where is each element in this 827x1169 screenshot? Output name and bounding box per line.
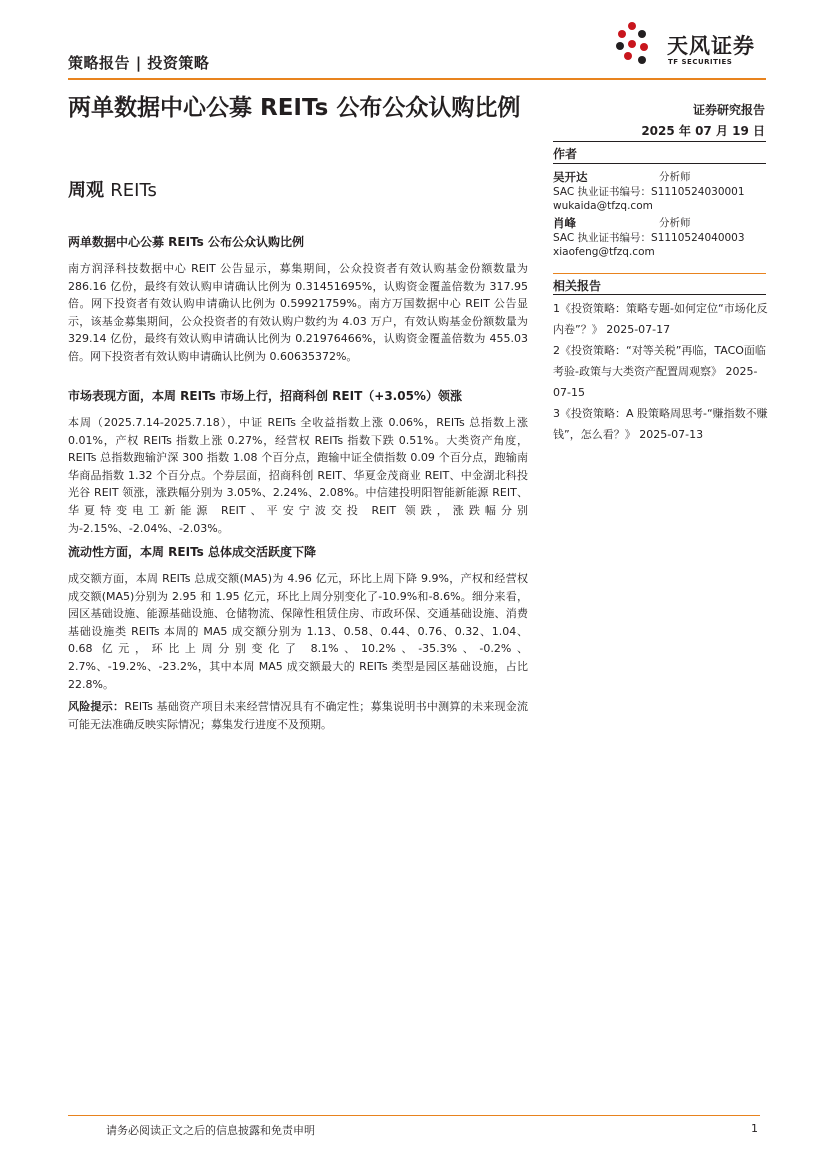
author-name: 吴开达 xyxy=(553,170,588,184)
section xyxy=(68,386,528,537)
logo-text: 天风证券 xyxy=(667,34,755,58)
report-title: 两单数据中心公募 REITs 公布公众认购比例 xyxy=(68,95,521,121)
author-block xyxy=(553,170,745,213)
section xyxy=(68,542,528,693)
risk-label: 风险提示： xyxy=(68,700,125,713)
related-top-rule xyxy=(553,273,766,274)
week-label-main: 周观 xyxy=(68,180,104,201)
related-report-link[interactable]: 2《投资策略：“对等关税”再临，TACO面临考验-政策与大类资产配置周观察》 2025-07-15 xyxy=(553,344,766,399)
footer-disclaimer: 请务必阅读正文之后的信息披露和免责申明 xyxy=(106,1124,315,1137)
author-email[interactable]: wukaida@tfzq.com xyxy=(553,200,653,212)
related-report-link[interactable]: 3《投资策略：A 股策略周思考-“赚指数不赚钱”，怎么看？》 2025-07-13 xyxy=(553,407,768,441)
logo-subtext: TF SECURITIES xyxy=(668,58,733,66)
section-title: 市场表现方面，本周 REITs 市场上行，招商科创 REIT（+3.05%）领涨 xyxy=(68,389,462,403)
section-title: 两单数据中心公募 REITs 公布公众认购比例 xyxy=(68,235,304,249)
week-label xyxy=(68,176,157,202)
risk-text: REITs 基础资产项目未来经营情况具有不确定性；募集说明书中测算的未来现金流可能无法准确反映实际情况；募集发行进度不及预期。 xyxy=(68,700,529,731)
page-number: 1 xyxy=(751,1122,758,1135)
report-type: 证券研究报告 xyxy=(692,103,765,117)
report-category: 策略报告 | 投资策略 xyxy=(68,54,210,72)
footer-rule xyxy=(68,1115,760,1116)
section-body: 成交额方面，本周 REITs 总成交额(MA5)为 4.96 亿元，环比上周下降 9.9%，产权和经营权成交额(MA5)分别为 2.95 和 1.95 亿元，环比上周分别变化了-10.9%和-8.6%。细分来看，园区基础设施、能源基础设施、仓储物流、保障性租赁住房、市政环保、交通基础设施、消费基础设施类 REITs 本周的 MA5 成交额分别为 1.13、0.58、0.44、0.76、0.32、1.04、0.68 亿元，环比上周分别变化了 8.1%、10.2%、-35.3%、-0.2%、2.7%、-19.2%、-23.2%，其中本周 MA5 成交额最大的 REITs 类型是园区基础设施，占比 22.8%。 xyxy=(68,572,528,691)
author-sac: SAC 执业证书编号：S1110524040003 xyxy=(553,232,745,244)
authors-rule xyxy=(553,163,766,164)
section-body: 南方润泽科技数据中心 REIT 公告显示，募集期间，公众投资者有效认购基金份额数量为 286.16 亿份，最终有效认购申请确认比例为 0.31451695%，认购资金覆盖倍数为 317.95 倍。网下投资者有效认购申请确认比例为 0.59921759%。南方万国数据中心 REIT 公告显示，该基金募集期间，公众投资者的有效认购户数约为 4.03 万户，有效认购基金份额数量为 329.14 亿份，最终有效认购申请确认比例为 0.21976466%，认购资金覆盖倍数为 455.03 倍。网下投资者有效认购申请确认比例为 0.60635372%。 xyxy=(68,262,528,363)
authors-heading: 作者 xyxy=(553,147,578,161)
week-label-sub: REITs xyxy=(110,180,157,201)
author-email[interactable]: xiaofeng@tfzq.com xyxy=(553,246,655,258)
author-block xyxy=(553,216,745,259)
author-sac: SAC 执业证书编号：S1110524030001 xyxy=(553,186,745,198)
risk-warning xyxy=(68,698,528,733)
related-report-link[interactable]: 1《投资策略：策略专题-如何定位“市场化反内卷”？》 2025-07-17 xyxy=(553,302,768,336)
report-date: 2025 年 07 月 19 日 xyxy=(641,124,765,138)
author-name: 肖峰 xyxy=(553,216,576,230)
section-body: 本周（2025.7.14-2025.7.18），中证 REITs 全收益指数上涨 0.06%，REITs 总指数上涨 0.01%，产权 REITs 指数上涨 0.27%，经营权 REITs 指数下跌 0.51%。大类资产角度，REITs 总指数跑输沪深 300 指数 1.08 个百分点，跑输中证全债指数 0.09 个百分点，跑输南华商品指数 1.32 个百分点。个券层面，招商科创 REIT、华夏金茂商业 REIT、中金湖北科投光谷 REIT 领涨，涨跌幅分别为 3.05%、2.24%、2.08%。中信建投明阳智能新能源 REIT、华夏特变电工新能源 REIT、平安宁波交投 REIT 领跌，涨跌幅分别为-2.15%、-2.04%、-2.03%。 xyxy=(68,416,528,535)
related-reports xyxy=(553,298,768,445)
related-heading: 相关报告 xyxy=(553,279,602,293)
header-rule xyxy=(68,78,766,80)
authors-top-rule xyxy=(553,141,766,142)
section-title: 流动性方面，本周 REITs 总体成交活跃度下降 xyxy=(68,545,316,559)
section xyxy=(68,232,528,366)
author-role: 分析师 xyxy=(659,171,691,183)
related-rule xyxy=(553,294,766,295)
author-role: 分析师 xyxy=(659,217,691,229)
